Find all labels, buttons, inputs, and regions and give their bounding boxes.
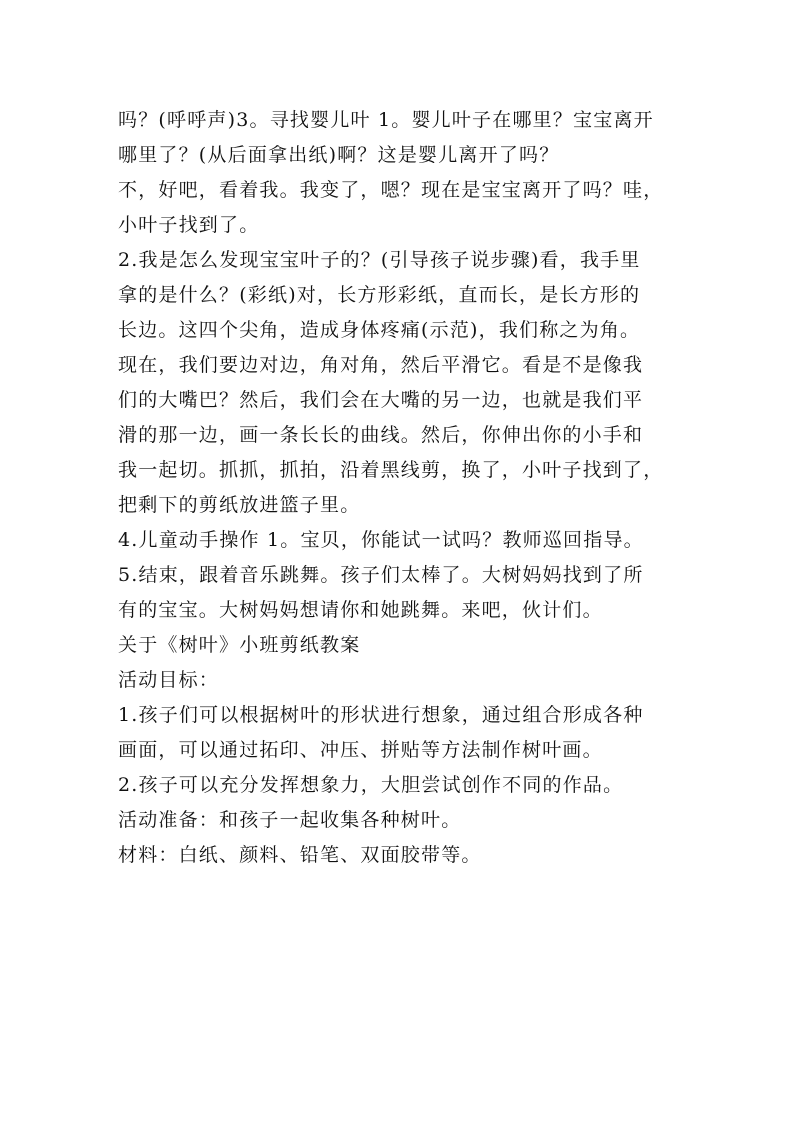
text-line: 长边。这四个尖角，造成身体疼痛(示范)，我们称之为角。 [118,319,641,341]
document-body [118,103,688,873]
materials-line: 材料：白纸、颜料、铅笔、双面胶带等。 [118,844,482,866]
activity-preparation: 活动准备：和孩子一起收集各种树叶。 [118,809,462,831]
text-line: 有的宝宝。大树妈妈想请你和她跳舞。来吧，伙计们。 [118,599,603,621]
text-line: 画面，可以通过拓印、冲压、拼贴等方法制作树叶画。 [118,739,603,761]
text-line: 1.孩子们可以根据树叶的形状进行想象，通过组合形成各种 [118,704,644,726]
activity-goals-label: 活动目标： [118,669,220,691]
text-line: 2.我是怎么发现宝宝叶子的？(引导孩子说步骤)看，我手里 [118,249,641,271]
text-line: 拿的是什么？(彩纸)对，长方形彩纸，直而长，是长方形的 [118,284,641,306]
text-line: 不，好吧，看着我。我变了，嗯？现在是宝宝离开了吗？哇， [118,179,664,201]
text-line: 们的大嘴巴？然后，我们会在大嘴的另一边，也就是我们平 [118,389,644,411]
section-heading: 关于《树叶》小班剪纸教案 [118,634,361,656]
text-line: 2.孩子可以充分发挥想象力，大胆尝试创作不同的作品。 [118,774,624,796]
text-line: 小叶子找到了。 [118,214,260,236]
text-line: 现在，我们要边对边，角对角，然后平滑它。看是不是像我 [118,354,644,376]
text-line: 吗？(呼呼声)3。寻找婴儿叶 1。婴儿叶子在哪里？宝宝离开 [118,109,654,131]
text-line: 4.儿童动手操作 1。宝贝，你能试一试吗？教师巡回指导。 [118,529,644,551]
text-line: 把剩下的剪纸放进篮子里。 [118,494,361,516]
text-line: 我一起切。抓抓，抓拍，沿着黑线剪，换了，小叶子找到了， [118,459,664,481]
text-line: 哪里了？(从后面拿出纸)啊？这是婴儿离开了吗？ [118,144,560,166]
text-line: 滑的那一边，画一条长长的曲线。然后，你伸出你的小手和 [118,424,644,446]
text-line: 5.结束，跟着音乐跳舞。孩子们太棒了。大树妈妈找到了所 [118,564,644,586]
